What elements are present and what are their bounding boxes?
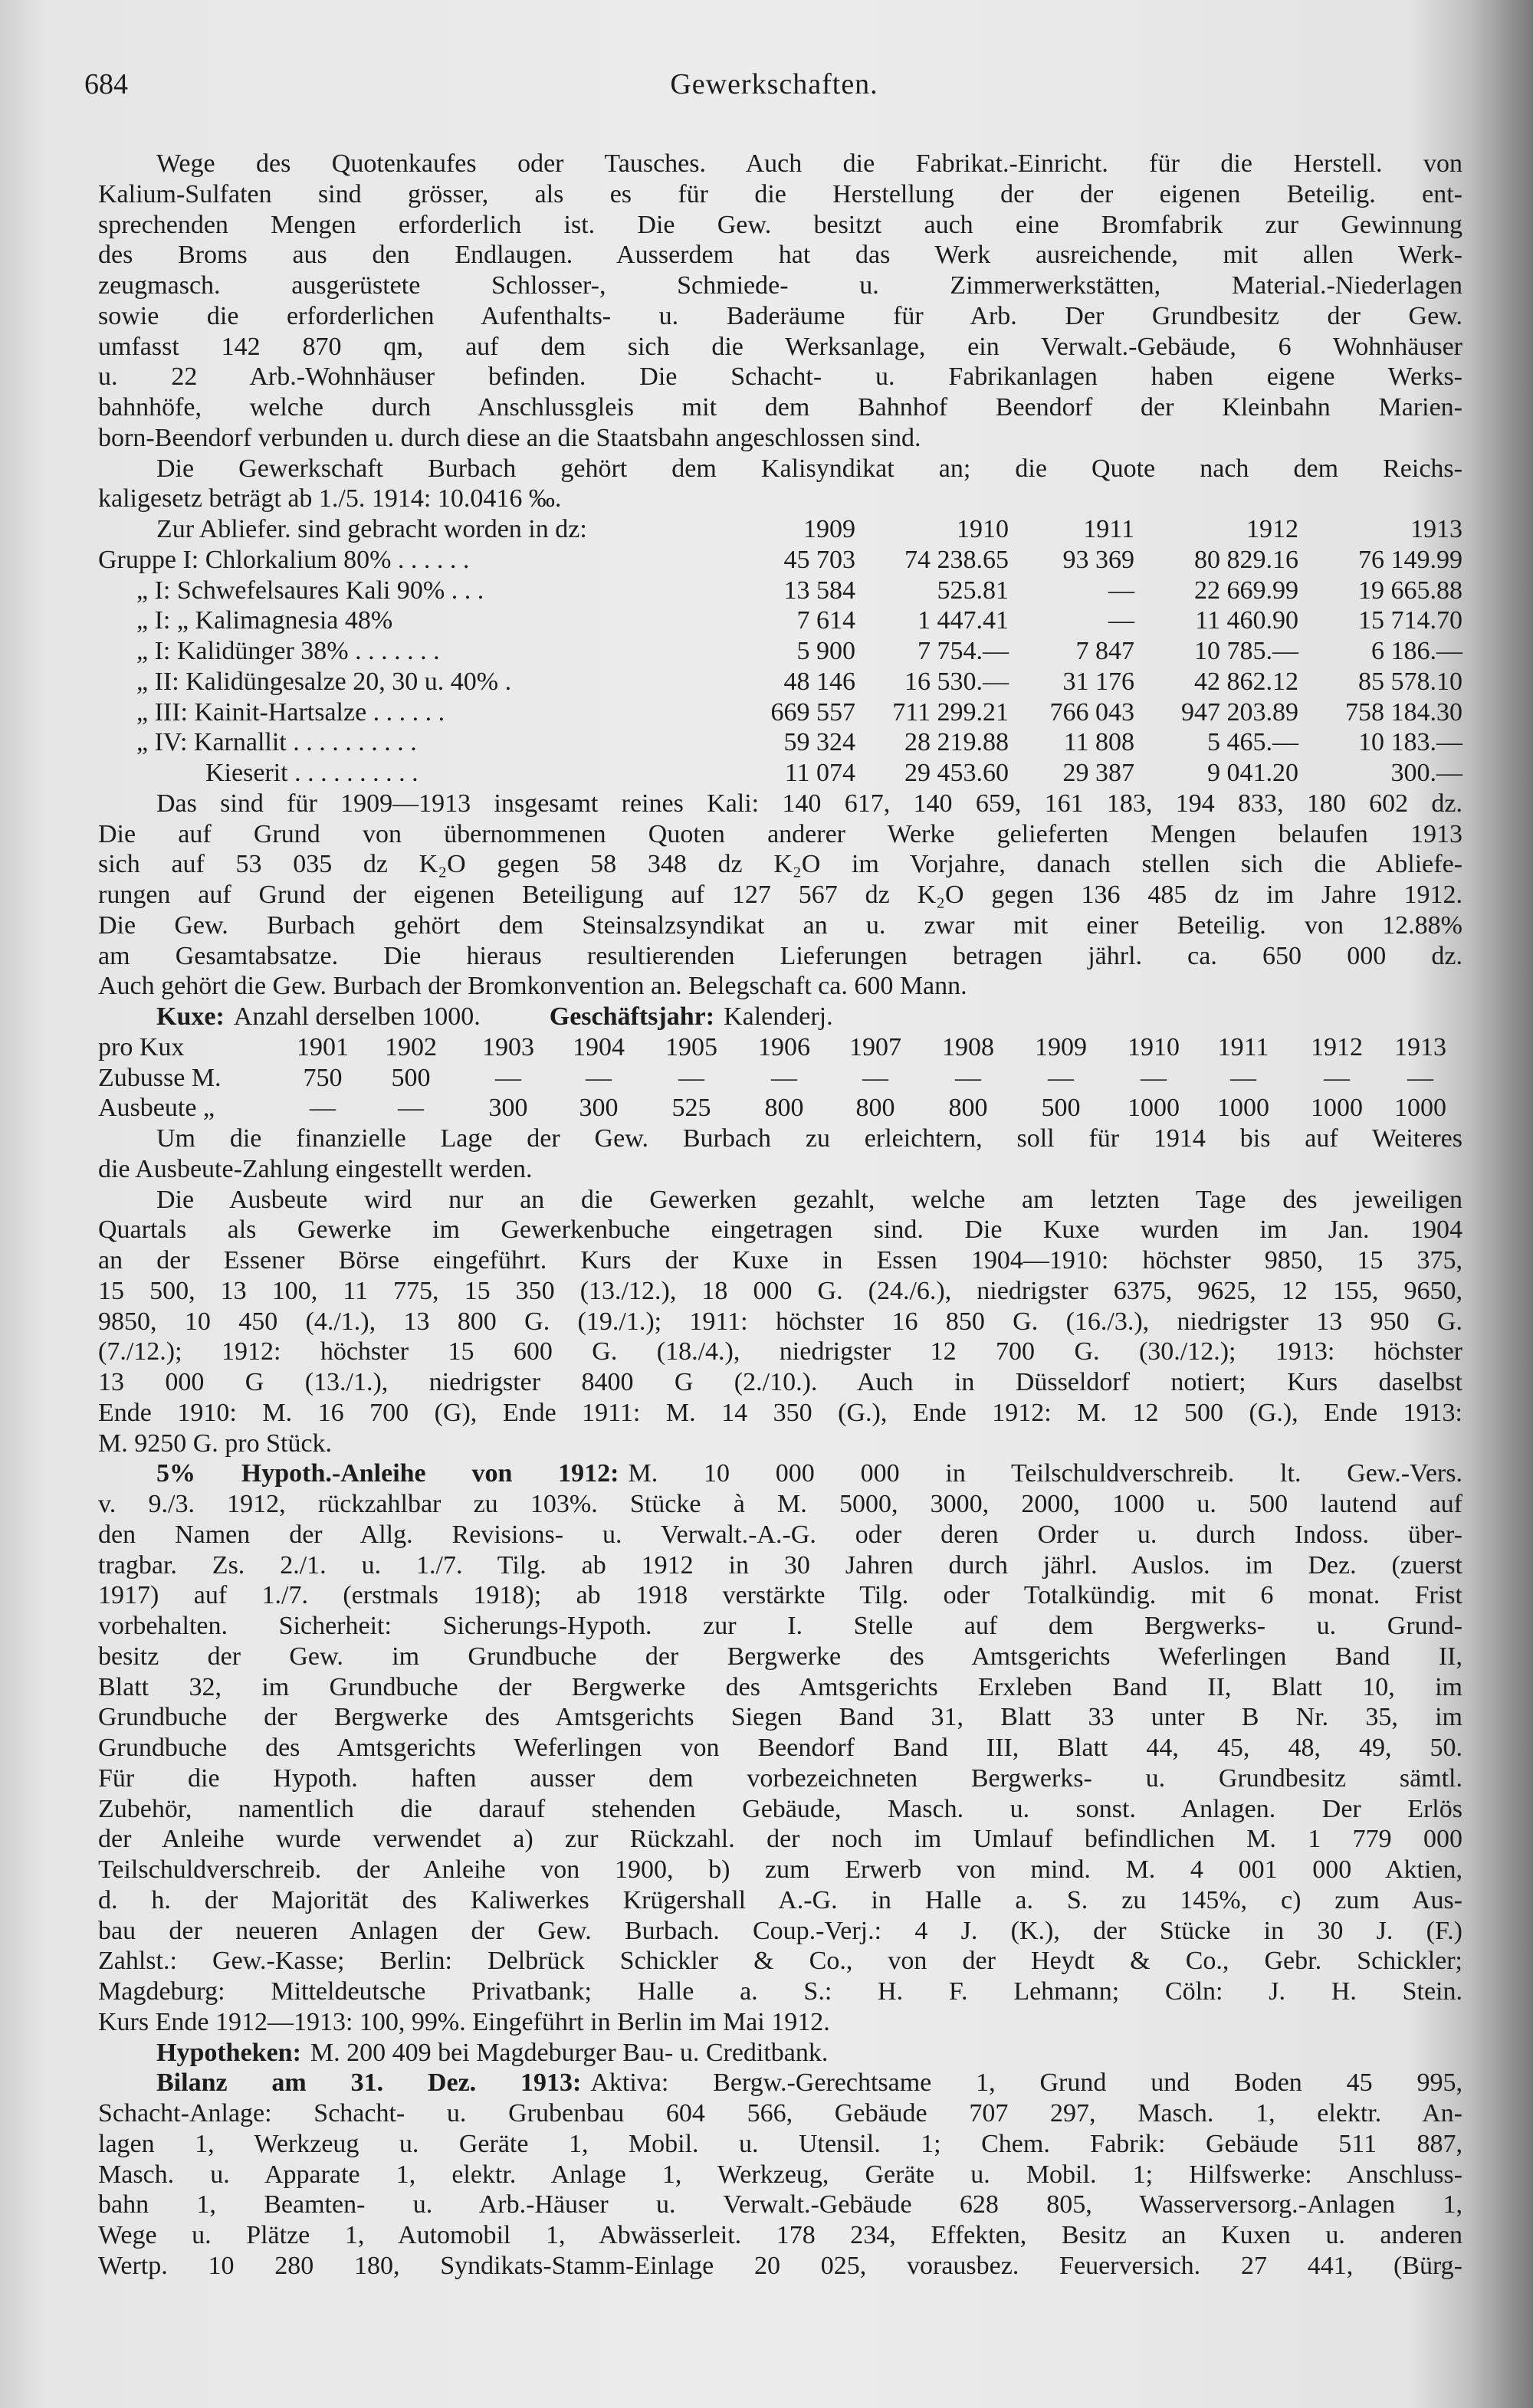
page-number: 684: [84, 68, 128, 100]
table-cell: 947 203.89: [1181, 697, 1298, 727]
paragraph-line: an der Essener Börse eingeführt. Kurs der Kuxe in Essen 1904—1910: höchster 9850, 15 375,: [98, 1246, 1462, 1275]
table-row: [98, 545, 1462, 576]
paragraph-line: der Anleihe wurde verwendet a) zur Rückzahl. der noch im Umlauf befindlichen M. 1 779 000: [98, 1825, 1462, 1854]
table-cell: 48 146: [783, 667, 855, 696]
paragraph-line: Kurs Ende 1912—1913: 100, 99%. Eingeführt in Berlin im Mai 1912.: [98, 2007, 830, 2036]
table-cell: 10 785.—: [1194, 637, 1298, 665]
row-label: Ausbeute „: [98, 1094, 215, 1123]
table-cell: 7 847: [1075, 637, 1134, 665]
kux-table-header: [98, 1032, 1462, 1063]
table-cell: 800: [764, 1094, 804, 1123]
table-cell: 31 176: [1062, 667, 1134, 696]
kuxe-label: Kuxe:: [156, 1002, 225, 1031]
table-cell: —: [1141, 1063, 1167, 1092]
table-cell: 45 703: [783, 545, 855, 574]
paragraph-line: Um die finanzielle Lage der Gew. Burbach zu erleichtern, soll für 1914 bis auf Weiteres: [156, 1124, 1462, 1153]
table-cell: 300: [579, 1094, 619, 1123]
table-cell: 1000: [1128, 1094, 1180, 1123]
table-cell: 7 754.—: [918, 637, 1009, 665]
table-cell: 74 238.65: [904, 545, 1009, 574]
table-row: [98, 667, 1462, 697]
loan-heading-line: [98, 1458, 1462, 1489]
paragraph-line: Zubehör, namentlich die darauf stehenden Gebäude, Masch. u. sonst. Anlagen. Der Erlös: [98, 1794, 1462, 1823]
year-header: 1901: [297, 1032, 349, 1061]
paragraph-line: sich auf 53 035 dz K₂O gegen 58 348 dz K₂O im Vorjahre, danach stellen sich die Abliefe-: [98, 850, 1462, 879]
row-label: „ I: Schwefelsaures Kali 90% . . .: [136, 576, 484, 605]
table-cell: 29 387: [1062, 759, 1134, 787]
paragraph-line: v. 9./3. 1912, rückzahlbar zu 103%. Stücke à M. 5000, 3000, 2000, 1000 u. 500 lautend auf: [98, 1490, 1462, 1518]
paragraph-line: 1917) auf 1./7. (erstmals 1918); ab 1918 verstärkte Tilg. oder Totalkündig. mit 6 monat. Frist: [98, 1581, 1462, 1610]
mortgages-line-text: M. 200 409 bei Magdeburger Bau- u. Creditbank.: [310, 2038, 829, 2067]
paragraph-line: 13 000 G (13./1.), niedrigster 8400 G (2./10.). Auch in Düsseldorf notiert; Kurs daselbst: [98, 1368, 1462, 1396]
paragraph-line: M. 9250 G. pro Stück.: [98, 1429, 333, 1458]
table-cell: —: [310, 1094, 336, 1123]
paragraph-line: bahnhöfe, welche durch Anschlussgleis mit dem Bahnhof Beendorf der Kleinbahn Marien-: [98, 393, 1462, 422]
fiscal-year-text: Kalenderj.: [724, 1002, 833, 1031]
paragraph-line: Wege des Quotenkaufes oder Tausches. Auch die Fabrikat.-Einricht. für die Herstell. von: [156, 149, 1462, 178]
table-cell: 1000: [1394, 1094, 1446, 1123]
paragraph-line: Masch. u. Apparate 1, elektr. Anlage 1, Werkzeug, Geräte u. Mobil. 1; Hilfswerke: Anschluss-: [98, 2160, 1462, 2189]
fiscal-year-label: Geschäftsjahr:: [549, 1002, 715, 1031]
table-cell: —: [862, 1063, 888, 1092]
row-label: Gruppe I: Chlorkalium 80% . . . . . .: [98, 545, 470, 574]
table-cell: —: [1324, 1063, 1350, 1092]
paragraph-line: sprechenden Mengen erforderlich ist. Die Gew. besitzt auch eine Bromfabrik zur Gewinnung: [98, 210, 1462, 239]
paragraph-line: Magdeburg: Mitteldeutsche Privatbank; Halle a. S.: H. F. Lehmann; Cöln: J. H. Stein.: [98, 1977, 1462, 2006]
balance-heading-line-label: Bilanz am 31. Dez. 1913:: [156, 2068, 582, 2098]
row-label: Zubusse M.: [98, 1063, 222, 1092]
table-cell: 711 299.21: [892, 697, 1009, 727]
row-label: „ III: Kainit-Hartsalze . . . . . .: [136, 697, 445, 727]
table-cell: 85 578.10: [1358, 667, 1462, 696]
row-label: Kieserit . . . . . . . . . .: [205, 759, 419, 787]
paragraph-line: bau der neueren Anlagen der Gew. Burbach. Coup.-Verj.: 4 J. (K.), der Stücke in 30 J. (F.): [98, 1916, 1462, 1945]
table-cell: 13 584: [783, 576, 855, 605]
table-cell: —: [1108, 576, 1134, 605]
table-cell: —: [678, 1063, 704, 1092]
table-cell: —: [495, 1063, 521, 1092]
table-cell: 93 369: [1062, 545, 1134, 574]
table-cell: 16 530.—: [904, 667, 1009, 696]
year-header: 1905: [665, 1032, 717, 1061]
table-cell: 80 829.16: [1194, 545, 1298, 574]
table-cell: 5 465.—: [1207, 728, 1298, 757]
paragraph-line: Blatt 32, im Grundbuche der Bergwerke des Amtsgerichts Erxleben Band II, Blatt 10, im: [98, 1672, 1462, 1701]
mortgages-line: [98, 2038, 1462, 2068]
table-caption: Zur Abliefer. sind gebracht worden in dz:: [156, 515, 587, 543]
balance-heading-line: [98, 2068, 1462, 2098]
kux-header-label: pro Kux: [98, 1032, 185, 1061]
balance-heading-line-text: Aktiva: Bergw.-Gerechtsame 1, Grund und Boden 45 995,: [590, 2068, 1462, 2098]
paragraph-line: sowie die erforderlichen Aufenthalts- u. Baderäume für Arb. Der Grundbesitz der Gew.: [98, 301, 1462, 330]
year-header: 1910: [1128, 1032, 1180, 1061]
table-cell: 9 041.20: [1207, 759, 1298, 787]
table-cell: 7 614: [796, 606, 855, 635]
paragraph-line: Die Gew. Burbach gehört dem Steinsalzsyndikat an u. zwar mit einer Beteilig. von 12.88%: [98, 910, 1462, 940]
table-row: [98, 636, 1462, 667]
year-header: 1907: [849, 1032, 901, 1061]
paragraph-line: Das sind für 1909—1913 insgesamt reines Kali: 140 617, 140 659, 161 183, 194 833, 180 602 dz.: [156, 789, 1462, 818]
paragraph-line: vorbehalten. Sicherheit: Sicherungs-Hypoth. zur I. Stelle auf dem Bergwerks- u. Grund-: [98, 1612, 1462, 1640]
paragraph-line: den Namen der Allg. Revisions- u. Verwalt.-A.-G. oder deren Order u. durch Indoss. über-: [98, 1520, 1462, 1549]
table-cell: —: [1108, 606, 1134, 635]
paragraph-line: Grundbuche des Amtsgerichts Weferlingen von Beendorf Band III, Blatt 44, 45, 48, 49, 50.: [98, 1734, 1462, 1762]
paragraph-line: 15 500, 13 100, 11 775, 15 350 (13./12.), 18 000 G. (24./6.), niedrigster 6375, 9625, 12 155, 9650,: [98, 1276, 1462, 1305]
table-cell: 6 186.—: [1371, 637, 1462, 665]
table-cell: 500: [391, 1063, 431, 1092]
year-header: 1902: [385, 1032, 437, 1061]
row-label: „ I: Kalidünger 38% . . . . . . .: [136, 637, 440, 665]
table-cell: 525: [671, 1094, 711, 1123]
table-cell: 19 665.88: [1358, 576, 1462, 605]
table-cell: —: [955, 1063, 981, 1092]
paragraph-line: Zahlst.: Gew.-Kasse; Berlin: Delbrück Schickler & Co., von der Heydt & Co., Gebr. Schickler;: [98, 1947, 1462, 1976]
paragraph-line: Die Ausbeute wird nur an die Gewerken gezahlt, welche am letzten Tage des jeweiligen: [156, 1185, 1462, 1214]
table-cell: —: [771, 1063, 797, 1092]
table-cell: 800: [855, 1094, 895, 1123]
paragraph-line: Wertp. 10 280 180, Syndikats-Stamm-Einlage 20 025, vorausbez. Feuerversich. 27 441, (Bürg-: [98, 2251, 1462, 2280]
paragraph-line: zeugmasch. ausgerüstete Schlosser-, Schmiede- u. Zimmerwerkstätten, Material.-Niederlagen: [98, 271, 1462, 300]
year-header: 1906: [758, 1032, 810, 1061]
table-cell: 525.81: [937, 576, 1009, 605]
running-title: Gewerkschaften.: [670, 68, 878, 100]
table-cell: 5 900: [796, 637, 855, 665]
table-cell: 300.—: [1390, 759, 1462, 787]
row-label: „ II: Kalidüngesalze 20, 30 u. 40% .: [136, 667, 512, 696]
paragraph-line: Für die Hypoth. haften ausser dem vorbezeichneten Bergwerks- u. Grundbesitz sämtl.: [98, 1763, 1462, 1793]
paragraph-line: besitz der Gew. im Grundbuche der Bergwerke des Amtsgerichts Weferlingen Band II,: [98, 1642, 1462, 1671]
paragraph-line: am Gesamtabsatze. Die hieraus resultierenden Lieferungen betragen jährl. ca. 650 000 dz.: [98, 941, 1462, 970]
document-body: [98, 149, 1462, 2282]
table-cell: —: [1407, 1063, 1433, 1092]
paragraph-line: (7./12.); 1912: höchster 15 600 G. (18./4.), niedrigster 12 700 G. (30./12.); 1913: höchster: [98, 1337, 1462, 1366]
kux-table-row: [98, 1063, 1462, 1094]
year-header: 1913: [1410, 515, 1462, 543]
table-cell: 750: [303, 1063, 343, 1092]
table-row: [98, 697, 1462, 728]
table-cell: 76 149.99: [1358, 545, 1462, 574]
paragraph-line: Wege u. Plätze 1, Automobil 1, Abwässerleit. 178 234, Effekten, Besitz an Kuxen u. anderen: [98, 2221, 1462, 2249]
year-header: 1911: [1083, 515, 1134, 543]
loan-heading-line-text: M. 10 000 000 in Teilschuldverschreib. lt. Gew.-Vers.: [628, 1459, 1462, 1488]
year-header: 1913: [1394, 1032, 1446, 1061]
paragraph-line: d. h. der Majorität des Kaliwerkes Krügershall A.-G. in Halle a. S. zu 145%, c) zum Aus-: [98, 1885, 1462, 1914]
table-cell: 29 453.60: [904, 759, 1009, 787]
table-cell: 11 460.90: [1195, 606, 1298, 635]
year-header: 1912: [1246, 515, 1298, 543]
year-header: 1904: [573, 1032, 625, 1061]
table-cell: 22 669.99: [1194, 576, 1298, 605]
row-label: „ I: „ Kalimagnesia 48%: [136, 606, 393, 635]
delivery-table-header: [98, 514, 1462, 545]
paragraph-line: born-Beendorf verbunden u. durch diese an die Staatsbahn angeschlossen sind.: [98, 423, 921, 452]
year-header: 1909: [1035, 1032, 1087, 1061]
paragraph-line: Teilschuldverschreib. der Anleihe von 1900, b) zum Erwerb von mind. M. 4 001 000 Aktien,: [98, 1855, 1462, 1884]
year-header: 1911: [1217, 1032, 1269, 1061]
table-cell: 758 184.30: [1345, 697, 1462, 727]
table-cell: —: [586, 1063, 612, 1092]
paragraph-line: umfasst 142 870 qm, auf dem sich die Werksanlage, ein Verwalt.-Gebäude, 6 Wohnhäuser: [98, 332, 1462, 361]
table-cell: 1 447.41: [918, 606, 1009, 635]
table-cell: 500: [1041, 1094, 1081, 1123]
paragraph-line: Kalium-Sulfaten sind grösser, als es für die Herstellung der der eigenen Beteilig. ent-: [98, 179, 1462, 208]
table-cell: 1000: [1311, 1094, 1363, 1123]
paragraph-line: lagen 1, Werkzeug u. Geräte 1, Mobil. u. Utensil. 1; Chem. Fabrik: Gebäude 511 887,: [98, 2129, 1462, 2158]
table-cell: 10 183.—: [1358, 728, 1462, 757]
table-row: [98, 576, 1462, 606]
table-cell: 11 808: [1063, 728, 1134, 757]
paragraph-line: die Ausbeute-Zahlung eingestellt werden.: [98, 1154, 533, 1183]
year-header: 1912: [1311, 1032, 1363, 1061]
table-cell: 42 862.12: [1194, 667, 1298, 696]
paragraph-line: rungen auf Grund der eigenen Beteiligung auf 127 567 dz K₂O gegen 136 485 dz im Jahre 1912.: [98, 881, 1462, 909]
paragraph-line: kaligesetz beträgt ab 1./5. 1914: 10.0416 ‰.: [98, 484, 562, 513]
table-cell: —: [1230, 1063, 1256, 1092]
table-cell: 15 714.70: [1358, 606, 1462, 635]
table-cell: 1000: [1217, 1094, 1269, 1123]
loan-heading-line-label: 5% Hypoth.-Anleihe von 1912:: [156, 1459, 619, 1488]
paragraph-line: Die Gewerkschaft Burbach gehört dem Kalisyndikat an; die Quote nach dem Reichs-: [156, 454, 1462, 483]
paragraph-line: des Broms aus den Endlaugen. Ausserdem hat das Werk ausreichende, mit allen Werk-: [98, 241, 1462, 270]
kuxe-line: [98, 1002, 1462, 1032]
table-cell: 800: [948, 1094, 988, 1123]
paragraph-line: Grundbuche der Bergwerke des Amtsgerichts Siegen Band 31, Blatt 33 unter B Nr. 35, im: [98, 1703, 1462, 1732]
table-cell: 11 074: [784, 759, 855, 787]
table-cell: 669 557: [770, 697, 855, 727]
year-header: 1903: [482, 1032, 534, 1061]
table-cell: —: [398, 1094, 424, 1123]
table-row: [98, 758, 1462, 789]
table-row: [98, 727, 1462, 758]
paragraph-line: bahn 1, Beamten- u. Arb.-Häuser u. Verwalt.-Gebäude 628 805, Wasserversorg.-Anlagen 1,: [98, 2190, 1462, 2219]
year-header: 1909: [803, 515, 855, 543]
paragraph-line: Auch gehört die Gew. Burbach der Bromkonvention an. Belegschaft ca. 600 Mann.: [98, 972, 967, 1001]
table-cell: 766 043: [1049, 697, 1134, 727]
row-label: „ IV: Karnallit . . . . . . . . . .: [136, 728, 417, 757]
paragraph-line: Die auf Grund von übernommenen Quoten anderer Werke gelieferten Mengen belaufen 1913: [98, 819, 1462, 848]
table-cell: —: [1048, 1063, 1074, 1092]
paragraph-line: Ende 1910: M. 16 700 (G), Ende 1911: M. 14 350 (G.), Ende 1912: M. 12 500 (G.), Ende 1913:: [98, 1398, 1462, 1427]
kuxe-text: Anzahl derselben 1000.: [233, 1002, 481, 1031]
page-header: [84, 67, 1464, 106]
table-cell: 59 324: [783, 728, 855, 757]
paragraph-line: u. 22 Arb.-Wohnhäuser befinden. Die Schacht- u. Fabrikanlagen haben eigene Werks-: [98, 363, 1462, 392]
paragraph-line: Quartals als Gewerke im Gewerkenbuche eingetragen sind. Die Kuxe wurden im Jan. 1904: [98, 1215, 1462, 1245]
paragraph-line: 9850, 10 450 (4./1.), 13 800 G. (19./1.); 1911: höchster 16 850 G. (16./3.), niedrigster 13 950 G.: [98, 1307, 1462, 1336]
table-cell: 300: [488, 1094, 528, 1123]
kux-table-row: [98, 1093, 1462, 1124]
year-header: 1910: [957, 515, 1009, 543]
table-cell: 28 219.88: [904, 728, 1009, 757]
mortgages-line-label: Hypotheken:: [156, 2038, 301, 2067]
year-header: 1908: [942, 1032, 994, 1061]
paragraph-line: tragbar. Zs. 2./1. u. 1./7. Tilg. ab 1912 in 30 Jahren durch jährl. Auslos. im Dez. (zuerst: [98, 1550, 1462, 1580]
table-row: [98, 605, 1462, 636]
paragraph-line: Schacht-Anlage: Schacht- u. Grubenbau 604 566, Gebäude 707 297, Masch. 1, elektr. An-: [98, 2099, 1462, 2128]
